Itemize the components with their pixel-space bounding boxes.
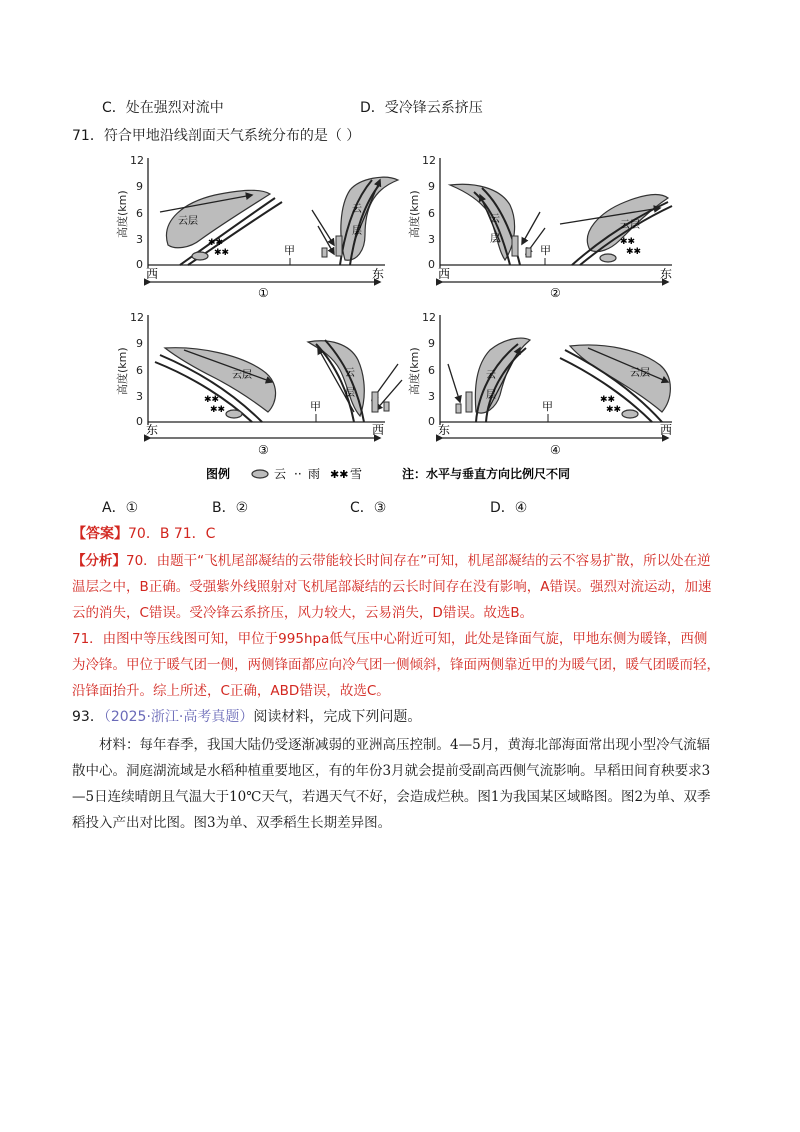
panel-2 xyxy=(407,154,672,300)
y-axis-label: 高度(km) xyxy=(116,190,129,238)
jia-label: 甲 xyxy=(542,400,553,413)
y-tick: 3 xyxy=(428,390,435,403)
q93-instruction: 阅读材料，完成下列问题。 xyxy=(253,709,422,725)
y-axis xyxy=(407,154,440,271)
q70-option-d: D．受冷锋云系挤压 xyxy=(360,100,483,116)
legend-rain-symbol: ·· xyxy=(294,467,302,481)
answer-tag: 【答案】 xyxy=(72,526,128,542)
q71-option-a: A．① xyxy=(102,500,139,516)
y-tick: 9 xyxy=(428,180,435,193)
y-tick: 6 xyxy=(136,364,143,377)
cloud-layer xyxy=(165,348,276,412)
q71-option-c: C．③ xyxy=(350,500,387,516)
analysis-71: 71．由图中等压线图可知，甲位于995hpa低气压中心附近可知，此处是锋面气旋，甲地东侧为暖锋，西侧为冷锋。甲位于暖气团一侧，两侧锋面都应向冷气团一侧倾斜，锋面两侧靠近甲的为暖气团，暖气团暖而轻，沿锋面抬升。综上所述，C正确，ABD错误，故选C。 xyxy=(72,631,720,699)
q93-header xyxy=(72,706,421,726)
y-tick: 6 xyxy=(428,207,435,220)
cloud-label-v: 云 xyxy=(486,370,496,381)
q93-material: 材料：每年春季，我国大陆仍受逐渐减弱的亚洲高压控制。4—5月，黄海北部海面常出现小型冷气流辐散中心。洞庭湖流域是水稻种植重要地区，有的年份3月就会提前受副高西侧气流影响。早稻田间育秧要求3—5日连续晴朗且气温大于10℃天气，若遇天气不好，会造成烂秧。图1为我国某区域略图。图2为单、双季稻投入产出对比图。图3为单、双季稻生长期差异图。 xyxy=(72,737,711,831)
y-axis-label: 高度(km) xyxy=(408,190,421,238)
panel-number: ② xyxy=(550,286,561,300)
jia-label: 甲 xyxy=(284,244,295,257)
y-tick: 9 xyxy=(136,180,143,193)
y-tick: 6 xyxy=(136,207,143,220)
panel-4 xyxy=(407,311,672,457)
analysis-70-text: 70．由题干“飞机尾部凝结的云带能较长时间存在”可知，机尾部凝结的云不容易扩散，所以处在逆温层之中，B正确。受强紫外线照射对飞机尾部凝结的云长时间存在没有影响，A错误。强烈对流运动，加速云的消失，C错误。受冷锋云系挤压，风力较大，云易消失，D错误。故选B。 xyxy=(72,553,712,621)
cloud-label: 云层 xyxy=(620,220,640,231)
direction-left: 东 xyxy=(146,423,159,437)
analysis-tag: 【分析】 xyxy=(72,553,126,569)
y-axis xyxy=(115,311,148,428)
y-tick: 9 xyxy=(136,337,143,350)
direction-left: 西 xyxy=(146,267,159,281)
cloud-layer xyxy=(570,345,670,412)
cloud-label-v: 层 xyxy=(490,234,500,245)
analysis-70 xyxy=(72,548,720,626)
snow-symbols: ✱✱ xyxy=(214,248,230,258)
cloud-label-v: 云 xyxy=(345,368,355,379)
y-axis-label: 高度(km) xyxy=(408,347,421,395)
cloud-label: 云层 xyxy=(630,368,650,379)
snow-symbols: ✱✱ xyxy=(210,405,226,415)
panel-3 xyxy=(115,311,402,457)
y-tick: 3 xyxy=(136,390,143,403)
cloud-layer xyxy=(341,177,398,260)
direction-right: 西 xyxy=(372,423,385,437)
q93-number: 93． xyxy=(72,709,104,725)
y-axis xyxy=(115,154,148,271)
snow-symbols: ✱✱ xyxy=(626,247,642,257)
y-tick: 9 xyxy=(428,337,435,350)
q71-option-d: D．④ xyxy=(490,500,528,516)
jia-label: 甲 xyxy=(310,400,321,413)
cloud-label: 云层 xyxy=(178,216,198,227)
direction-left: 东 xyxy=(438,423,451,437)
cloud-label-v: 层 xyxy=(345,388,355,399)
y-tick: 3 xyxy=(428,233,435,246)
legend-cloud-icon xyxy=(252,470,268,478)
front-cross-section-figure xyxy=(0,150,800,490)
cloud-label: 云层 xyxy=(232,370,252,381)
snow-symbols: ✱✱ xyxy=(606,405,622,415)
direction-right: 东 xyxy=(372,267,385,281)
y-tick: 0 xyxy=(428,415,435,428)
q71-stem: 71．符合甲地沿线剖面天气系统分布的是（ ） xyxy=(72,128,361,144)
snow-symbols: ✱✱ xyxy=(208,238,224,248)
y-tick: 0 xyxy=(136,415,143,428)
direction-left: 西 xyxy=(438,267,451,281)
y-tick: 12 xyxy=(422,154,436,167)
y-tick: 3 xyxy=(136,233,143,246)
y-tick: 12 xyxy=(130,311,144,324)
y-tick: 6 xyxy=(428,364,435,377)
y-tick: 12 xyxy=(422,311,436,324)
cloud-label-v: 层 xyxy=(486,390,496,401)
jia-label: 甲 xyxy=(540,244,551,257)
direction-right: 东 xyxy=(660,267,673,281)
cloud-label-v: 层 xyxy=(352,226,362,237)
snow-symbols: ✱✱ xyxy=(600,395,616,405)
cloud-label-v: 云 xyxy=(490,214,500,225)
q71-option-b: B．② xyxy=(212,500,249,516)
q93-source: （2025·浙江·高考真题） xyxy=(103,709,254,725)
legend-snow: 雪 xyxy=(350,467,363,481)
answer-line xyxy=(72,523,215,543)
legend xyxy=(206,466,570,481)
legend-cloud: 云 xyxy=(274,467,287,481)
legend-rain: 雨 xyxy=(308,467,321,481)
y-tick: 0 xyxy=(428,258,435,271)
direction-right: 西 xyxy=(660,423,673,437)
legend-note: 注：水平与垂直方向比例尺不同 xyxy=(402,467,571,481)
cloud-label-v: 云 xyxy=(352,204,362,215)
y-tick: 12 xyxy=(130,154,144,167)
q70-option-c: C．处在强烈对流中 xyxy=(102,100,224,116)
legend-title: 图例 xyxy=(206,467,231,481)
y-tick: 0 xyxy=(136,258,143,271)
panel-1 xyxy=(115,154,398,300)
y-axis xyxy=(407,311,440,428)
y-axis-label: 高度(km) xyxy=(116,347,129,395)
panel-number: ③ xyxy=(258,443,269,457)
panel-number: ④ xyxy=(550,443,561,457)
answer-text: 70．B 71．C xyxy=(128,526,216,542)
snow-symbols: ✱✱ xyxy=(620,237,636,247)
panel-number: ① xyxy=(258,286,269,300)
snow-symbols: ✱✱ xyxy=(204,395,220,405)
legend-snow-symbol: ✱✱ xyxy=(330,468,349,481)
